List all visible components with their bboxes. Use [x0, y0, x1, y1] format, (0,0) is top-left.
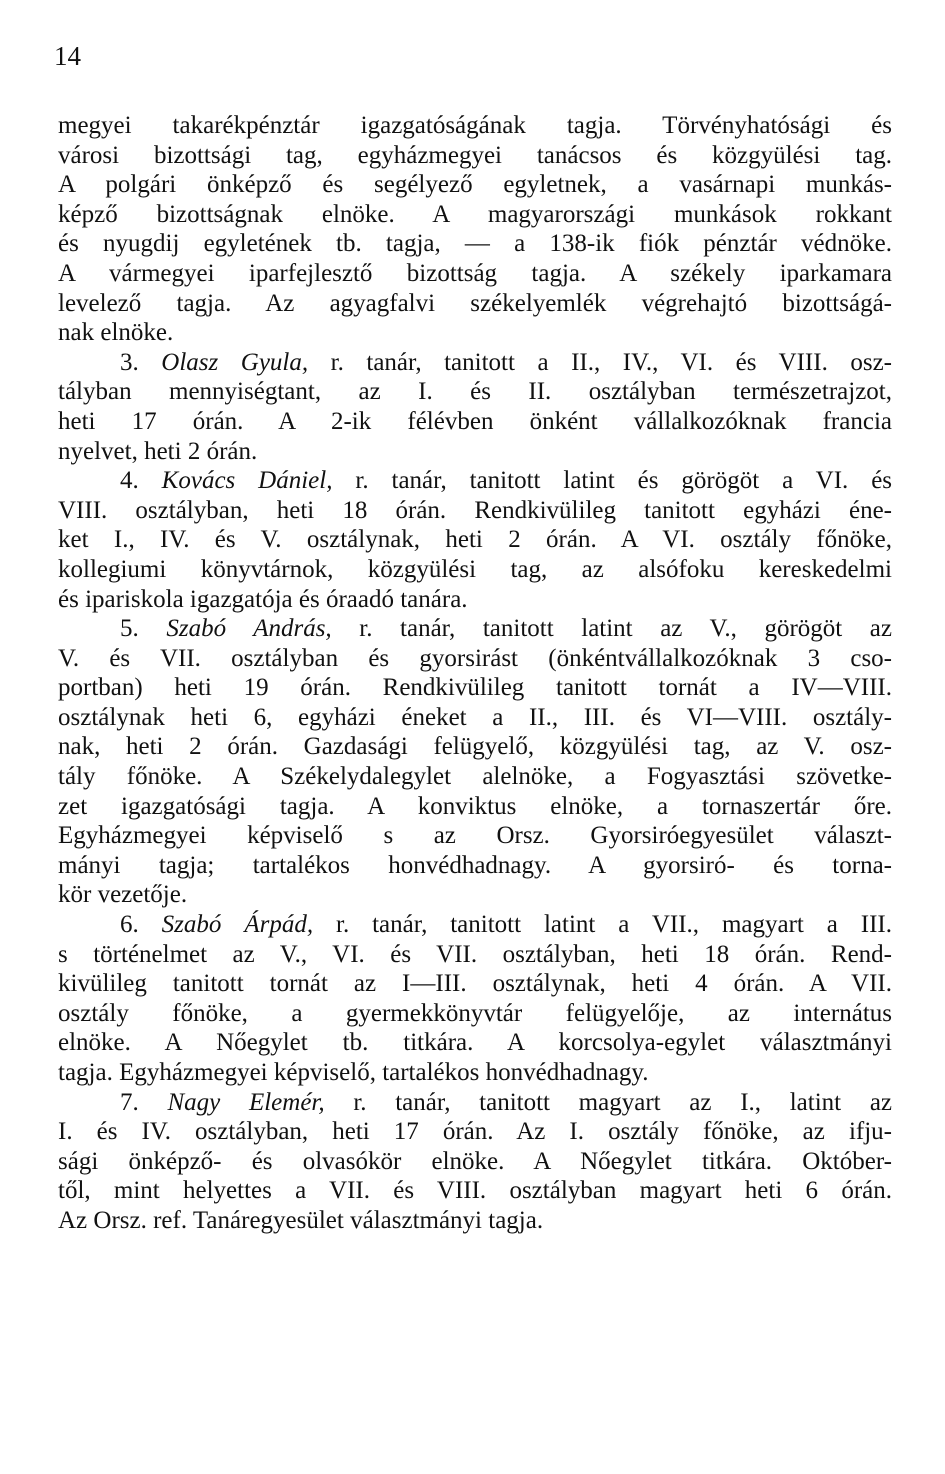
teacher-name: Kovács Dániel,	[161, 467, 333, 495]
text-line: kollegiumi könyvtárnok, közgyülési tag, az alsófoku kereskedelmi	[58, 555, 892, 583]
text-line: és ipariskola igazgatója és óraadó tanára.	[58, 585, 468, 613]
text-line: nak elnöke.	[58, 319, 174, 347]
body-text	[58, 111, 892, 1236]
text-line: zet igazgatósági tagja. A konviktus elnöke, a tornaszertár őre.	[58, 792, 892, 820]
entry-number: 6.	[120, 911, 162, 939]
text-line: tály főnöke. A Székelydalegylet alelnöke, a Fogyasztási szövetke-	[58, 763, 892, 791]
line-text: r. tanár, tanitott a II., IV., VI. és VIII. osz-	[308, 348, 893, 376]
text-line	[58, 910, 892, 940]
text-line: I. és IV. osztályban, heti 17 órán. Az I. osztály főnöke, az ifju-	[58, 1118, 892, 1146]
text-line: sági önképző- és olvasókör elnöke. A Nőegylet titkára. Október-	[58, 1147, 892, 1175]
line-text: r. tanár, tanitott latint az V., görögöt az	[331, 615, 892, 643]
text-line: ket I., IV. és V. osztálynak, heti 2 órán. A VI. osztály főnöke,	[58, 526, 892, 554]
text-line: s történelmet az V., VI. és VII. osztályban, heti 18 órán. Rend-	[58, 940, 892, 968]
text-line: és nyugdij egyletének tb. tagja, — a 138-ik fiók pénztár védnöke.	[58, 230, 892, 258]
text-line: portban) heti 19 órán. Rendkivülileg tanitott tornát a IV—VIII.	[58, 674, 892, 702]
text-line	[58, 466, 892, 496]
text-line	[58, 1088, 892, 1118]
entry-number: 5.	[120, 615, 167, 643]
text-line: képző bizottságnak elnöke. A magyarországi munkások rokkant	[58, 200, 892, 228]
text-line: kivülileg tanitott tornát az I—III. osztálynak, heti 4 órán. A VII.	[58, 970, 892, 998]
teacher-name: Olasz Gyula,	[161, 348, 309, 376]
text-line: A polgári önképző és segélyező egyletnek, a vasárnapi munkás-	[58, 171, 892, 199]
text-line: nak, heti 2 órán. Gazdasági felügyelő, közgyülési tag, az V. osz-	[58, 733, 892, 761]
entry-number: 4.	[120, 467, 162, 495]
text-line	[58, 614, 892, 644]
text-line: V. és VII. osztályban és gyorsirást (önkéntvállalkozóknak 3 cso-	[58, 644, 892, 672]
text-line: kör vezetője.	[58, 881, 188, 909]
text-line: tályban mennyiségtant, az I. és II. osztályban természetrajzot,	[58, 378, 892, 406]
line-text: r. tanár, tanitott latint a VII., magyart a III.	[313, 911, 893, 939]
entry-number: 3.	[120, 348, 162, 376]
page-number: 14	[54, 41, 81, 71]
text-line: megyei takarékpénztár igazgatóságának tagja. Törvényhatósági és	[58, 112, 892, 139]
line-text: r. tanár, tanitott magyart az I., latint az	[324, 1088, 893, 1116]
text-line: A vármegyei iparfejlesztő bizottság tagja. A székely iparkamara	[58, 259, 892, 287]
text-line: heti 17 órán. A 2-ik félévben önként vállalkozóknak francia	[58, 407, 892, 435]
text-line: től, mint helyettes a VII. és VIII. osztályban magyart heti 6 órán.	[58, 1177, 892, 1205]
text-line: mányi tagja; tartalékos honvédhadnagy. A gyorsiró- és torna-	[58, 851, 892, 879]
text-line	[58, 348, 892, 378]
line-text: r. tanár, tanitott latint és görögöt a VI. és	[332, 467, 893, 495]
text-line: VIII. osztályban, heti 18 órán. Rendkivülileg tanitott egyházi éne-	[58, 496, 892, 524]
teacher-name: Szabó András,	[166, 615, 332, 643]
text-line: tagja. Egyházmegyei képviselő, tartalékos honvédhadnagy.	[58, 1059, 649, 1086]
text-line: Az Orsz. ref. Tanáregyesület választmányi tagja.	[58, 1206, 544, 1234]
text-line: osztály főnöke, a gyermekkönyvtár felügyelője, az internátus	[58, 999, 892, 1027]
text-line: osztálynak heti 6, egyházi éneket a II., III. és VI—VIII. osztály-	[58, 703, 892, 731]
text-line: Egyházmegyei képviselő s az Orsz. Gyorsiróegyesület választ-	[58, 822, 892, 850]
entry-number: 7.	[120, 1088, 168, 1116]
teacher-name: Nagy Elemér,	[167, 1088, 325, 1116]
text-line: városi bizottsági tag, egyházmegyei tanácsos és közgyülési tag.	[58, 141, 892, 169]
text-line: elnöke. A Nőegylet tb. titkára. A korcsolya-egylet választmányi	[58, 1029, 892, 1057]
text-line: levelező tagja. Az agyagfalvi székelyemlék végrehajtó bizottságá-	[58, 289, 892, 317]
teacher-name: Szabó Árpád,	[161, 911, 314, 939]
text-line: nyelvet, heti 2 órán.	[58, 437, 258, 465]
